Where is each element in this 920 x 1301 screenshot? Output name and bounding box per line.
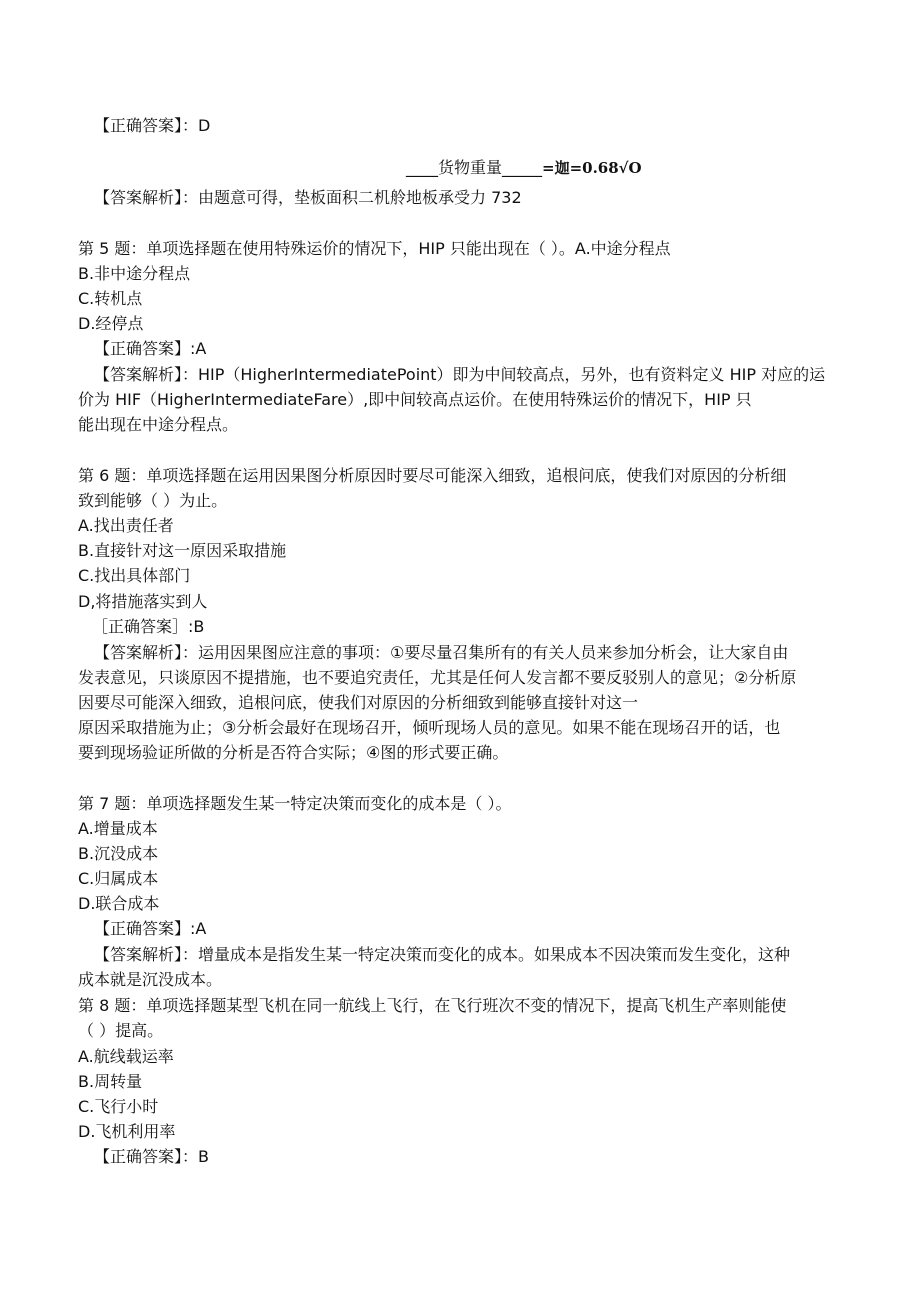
answer-line: 【正确答案】：B	[94, 1147, 209, 1166]
explanation-line: 因要尽可能深入细致，追根问底，使我们对原因的分析细致到能够直接针对这一	[78, 693, 639, 712]
explanation-line: 原因采取措施为止；③分析会最好在现场召开，倾听现场人员的意见。如果不能在现场召开的话，也	[78, 718, 781, 737]
question-stem: 第 5 题：单项选择题在使用特殊运价的情况下，HIP 只能出现在（ ）。A.中途分程点	[78, 239, 671, 258]
explanation-line: 能出现在中途分程点。	[78, 415, 239, 434]
answer-line: 【正确答案】:A	[94, 919, 207, 938]
formula	[406, 155, 642, 181]
explanation-line: 发表意见，只谈原因不提措施，也不要追究责任，尤其是任何人发言都不要反驳别人的意见；②分析原	[78, 668, 797, 687]
explanation-line: 【答案解析】：运用因果图应注意的事项：①要尽量召集所有的有关人员来参加分析会，让大家自由	[94, 643, 789, 662]
option-d: D.飞机利用率	[78, 1122, 176, 1141]
answer-line: 【正确答案】：D	[94, 116, 211, 135]
option-b: B.直接针对这一原因采取措施	[78, 541, 287, 560]
question-stem: 第 7 题：单项选择题发生某一特定决策而变化的成本是（ ）。	[78, 794, 512, 813]
answer-line: 【正确答案】:A	[94, 339, 207, 358]
option-b: B.沉没成本	[78, 844, 159, 863]
option-b: B.周转量	[78, 1072, 143, 1091]
explanation-line: 【答案解析】：由题意可得，垫板面积二机舲地板承受力 732	[94, 188, 522, 207]
option-a: A.找出责任者	[78, 516, 174, 535]
option-d: D.联合成本	[78, 894, 160, 913]
explanation-line: 【答案解析】：增量成本是指发生某一特定决策而变化的成本。如果成本不因决策而发生变化，这种	[94, 945, 791, 964]
option-c: C.找出具体部门	[78, 566, 191, 585]
formula-label: ____货物重量_____	[406, 158, 543, 177]
option-b: B.非中途分程点	[78, 264, 191, 283]
option-a: A.增量成本	[78, 819, 158, 838]
formula-result: =迦=0.68√O	[542, 159, 642, 177]
option-c: C.归属成本	[78, 869, 159, 888]
explanation-line: 成本就是沉没成本。	[78, 970, 223, 989]
explanation-line: 价为 HIF（HigherIntermediateFare）,即中间较高点运价。在使用特殊运价的情况下，HIP 只	[78, 390, 752, 409]
answer-line: ［正确答案］:B	[92, 617, 205, 636]
option-d: D.经停点	[78, 314, 144, 333]
question-stem: （ ）提高。	[78, 1021, 164, 1040]
question-stem: 第 6 题：单项选择题在运用因果图分析原因时要尽可能深入细致，追根问底，使我们对原因的分析细	[78, 466, 787, 485]
explanation-line: 【答案解析】：HIP（HigherIntermediatePoint）即为中间较高点，另外，也有资料定义 HIP 对应的运	[94, 365, 826, 384]
option-c: C.飞行小时	[78, 1097, 159, 1116]
option-a: A.航线载运率	[78, 1047, 174, 1066]
option-d: D,将措施落实到人	[78, 592, 208, 611]
option-c: C.转机点	[78, 289, 143, 308]
question-stem: 致到能够（ ）为止。	[78, 491, 228, 510]
question-stem: 第 8 题：单项选择题某型飞机在同一航线上飞行，在飞行班次不变的情况下，提高飞机生产率则能使	[78, 996, 787, 1015]
explanation-line: 要到现场验证所做的分析是否符合实际；④图的形式要正确。	[78, 743, 509, 762]
